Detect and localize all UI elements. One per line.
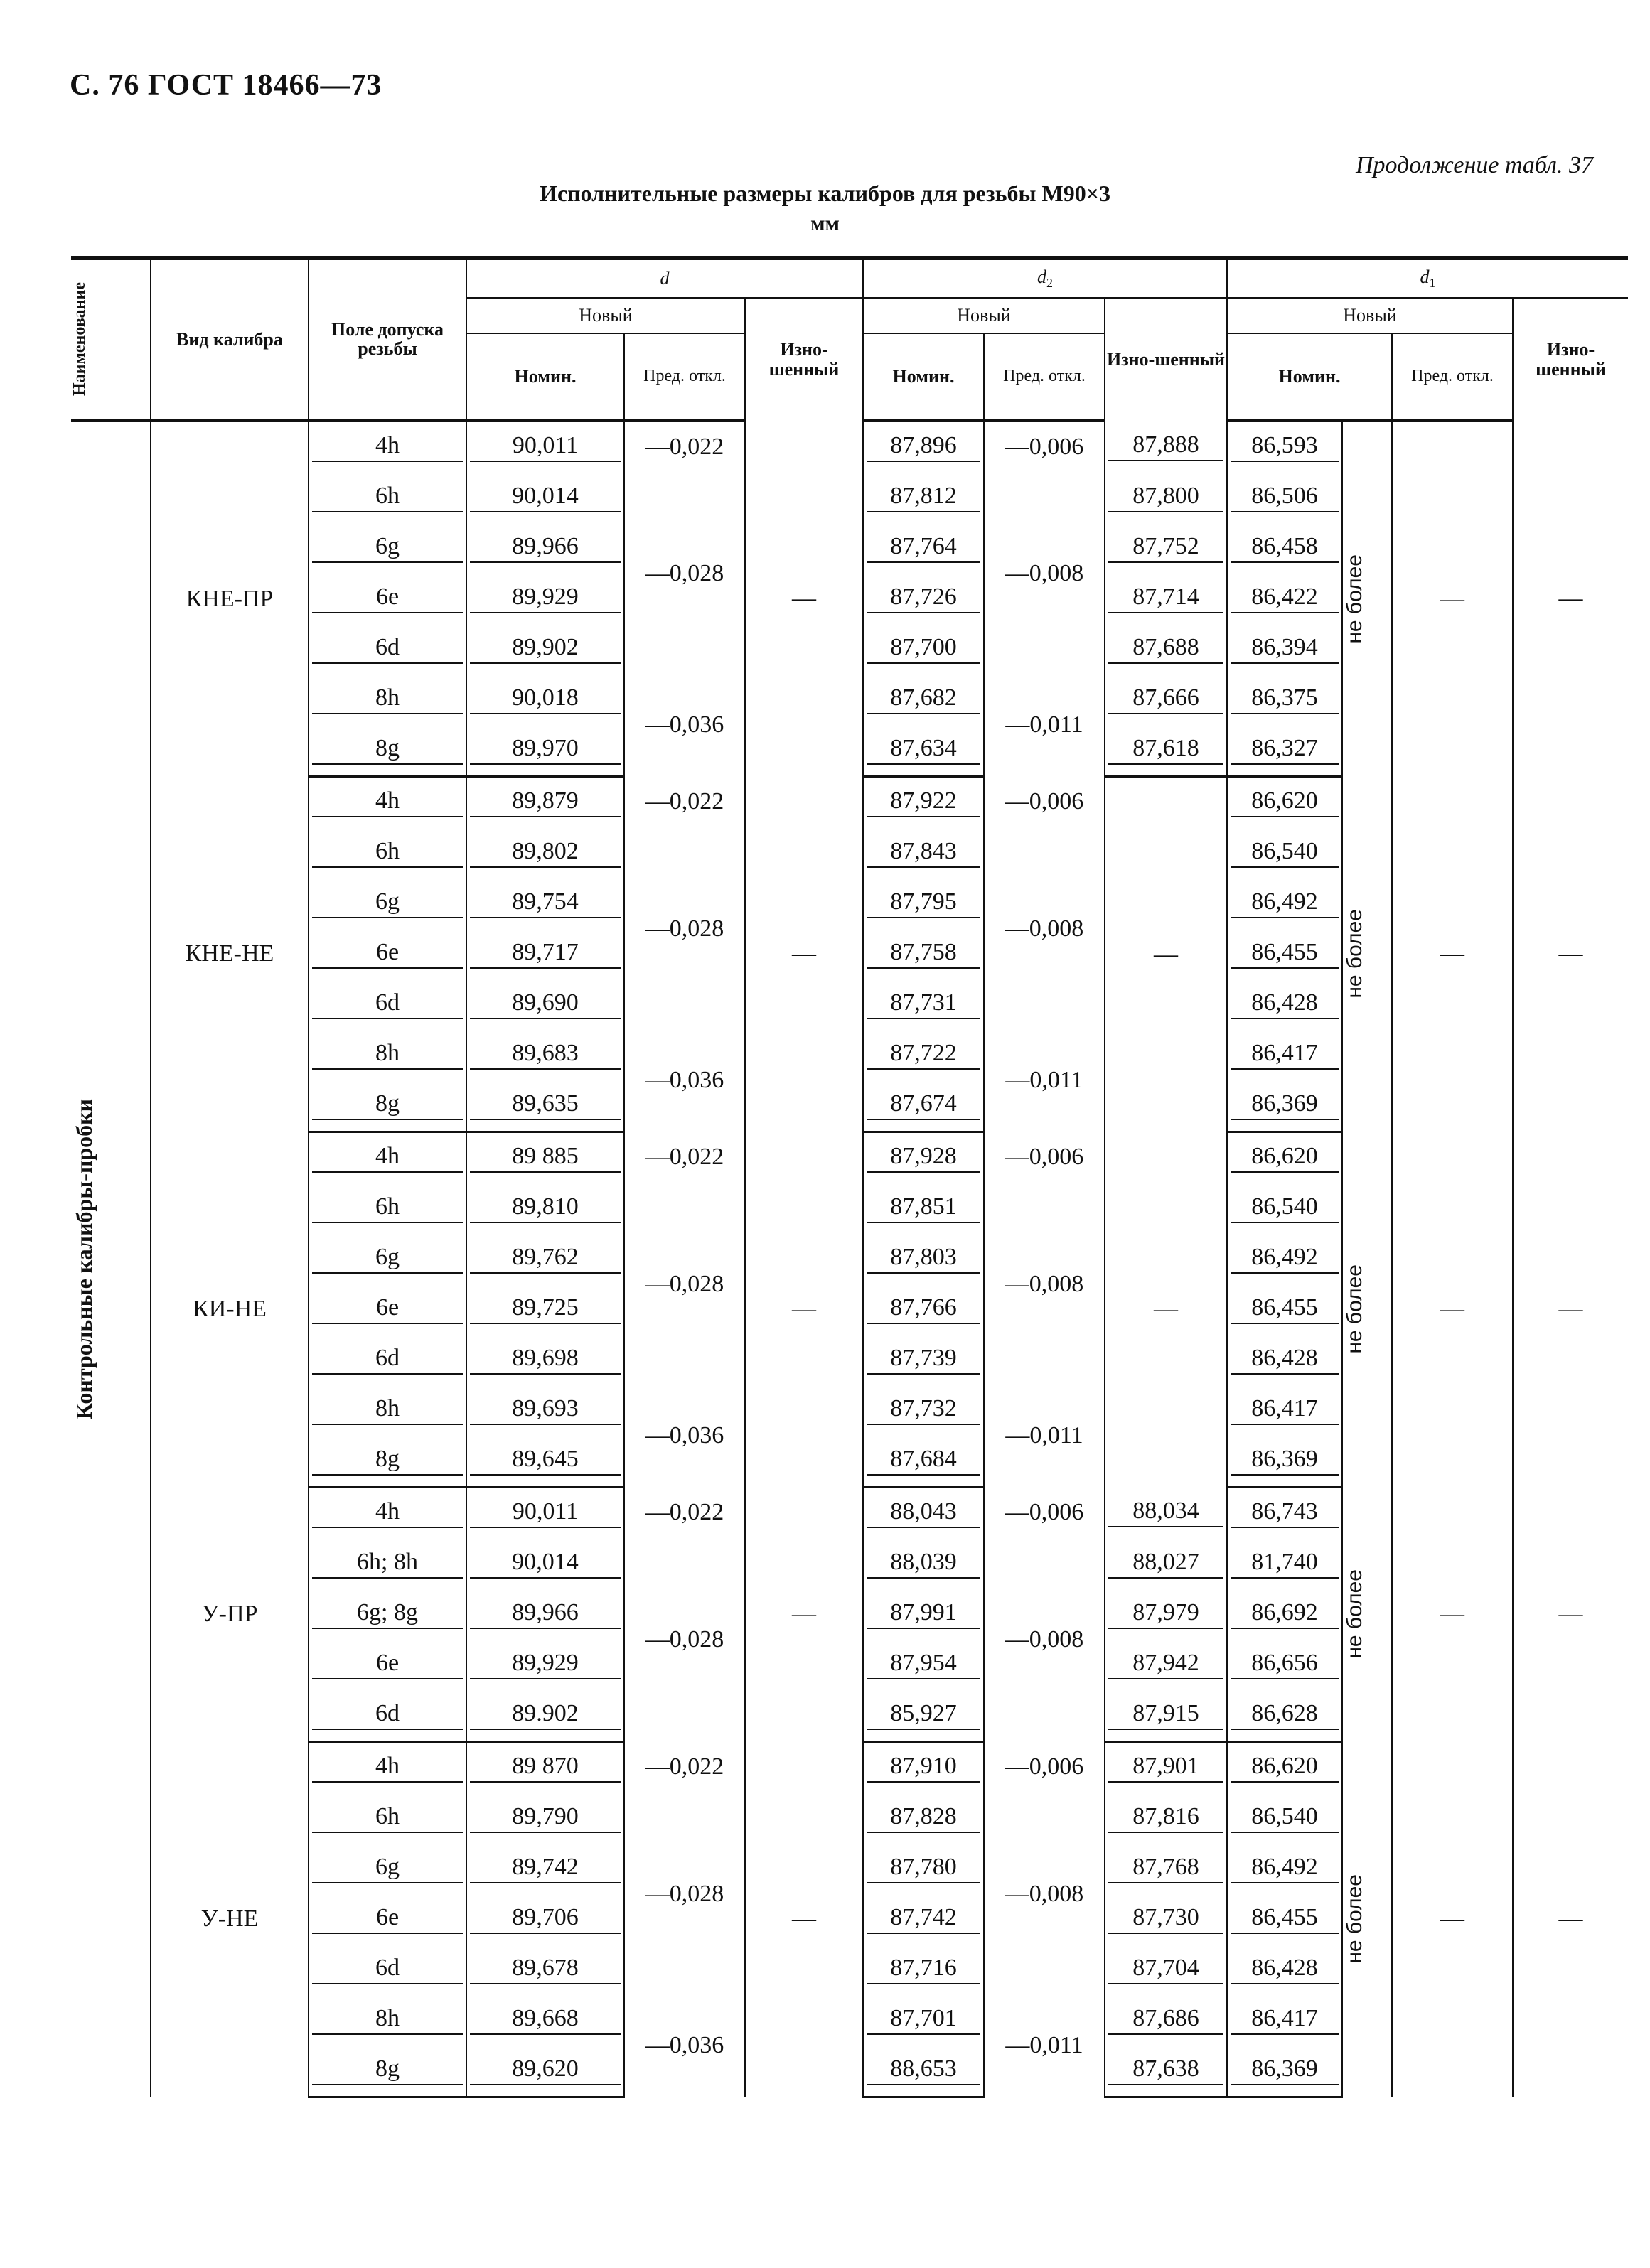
tolerance-field-cell: 4h	[309, 1132, 466, 1183]
d2-nominal-cell: 87,910	[863, 1741, 984, 1793]
d1-nominal-cell: 86,620	[1227, 1132, 1342, 1183]
d-nominal-cell: 89,635	[466, 1080, 624, 1132]
d2-deviation-cell: —0,011	[984, 675, 1105, 777]
d2-nominal-cell: 87,716	[863, 1945, 984, 1995]
d2-nominal-cell: 87,764	[863, 523, 984, 574]
d2-nominal-cell: 88,043	[863, 1487, 984, 1539]
tolerance-field-cell: 6h	[309, 1183, 466, 1234]
d1-worn-cell: —	[1513, 420, 1628, 776]
d-deviation-cell: —0,022	[624, 420, 745, 473]
d-nominal-cell: 89,802	[466, 828, 624, 878]
d-worn-cell: —	[745, 420, 863, 776]
d-nominal-cell: 89,645	[466, 1436, 624, 1488]
d-nominal-cell: 90,014	[466, 1539, 624, 1589]
d-deviation-cell: —0,036	[624, 675, 745, 777]
d1-nominal-cell: 86,656	[1227, 1640, 1342, 1690]
d2-nominal-cell: 87,954	[863, 1640, 984, 1690]
header-d2: $d_2$	[863, 258, 1227, 298]
tolerance-field-cell: 6e	[309, 1894, 466, 1945]
d-nominal-cell: 89,970	[466, 725, 624, 777]
header-gauge-type: Вид калибра	[151, 258, 309, 420]
d1-nominal-cell: 86,692	[1227, 1589, 1342, 1640]
d-deviation-cell: —0,022	[624, 1487, 745, 1539]
d1-deviation-cell: —	[1392, 1741, 1513, 2097]
d1-nominal-cell: 86,422	[1227, 574, 1342, 624]
header-d1-nominal: Номин.	[1227, 333, 1392, 420]
d1-nominal-cell: 86,394	[1227, 624, 1342, 675]
d2-worn-cell: —	[1105, 776, 1227, 1132]
d1-nominal-cell: 86,428	[1227, 979, 1342, 1030]
table-body	[71, 420, 1628, 2097]
d2-deviation-cell: —0,011	[984, 1385, 1105, 1488]
tolerance-field-cell: 6h	[309, 828, 466, 878]
d2-nominal-cell: 87,812	[863, 473, 984, 523]
tolerance-field-cell: 6g	[309, 1844, 466, 1894]
d2-deviation-cell: —0,008	[984, 473, 1105, 675]
d1-worn-cell: —	[1513, 776, 1628, 1132]
tolerance-field-cell: 6e	[309, 1640, 466, 1690]
table-continuation-label: Продолжение табл. 37	[1355, 152, 1593, 178]
d2-nominal-cell: 88,039	[863, 1539, 984, 1589]
d-nominal-cell: 89.902	[466, 1690, 624, 1742]
table-unit: мм	[810, 212, 840, 235]
d2-nominal-cell: 87,803	[863, 1234, 984, 1284]
d-nominal-cell: 89,966	[466, 1589, 624, 1640]
gauge-type-cell: КНЕ-НЕ	[151, 776, 309, 1132]
table-header	[71, 258, 1628, 420]
header-d-nominal: Номин.	[466, 333, 624, 420]
d2-worn-cell: 87,686	[1105, 1995, 1227, 2046]
d2-worn-cell: 87,730	[1105, 1894, 1227, 1945]
d-worn-cell: —	[745, 776, 863, 1132]
d1-nominal-cell: 86,375	[1227, 675, 1342, 725]
tolerance-field-cell: 6d	[309, 1945, 466, 1995]
d-nominal-cell: 89 885	[466, 1132, 624, 1183]
tolerance-field-cell: 8g	[309, 1436, 466, 1488]
table-row	[71, 1132, 1628, 1183]
tolerance-field-cell: 6h; 8h	[309, 1539, 466, 1589]
d1-deviation-cell: —	[1392, 420, 1513, 776]
d-deviation-cell: —0,036	[624, 1995, 745, 2097]
tolerance-field-cell: 6d	[309, 624, 466, 675]
tolerance-field-cell: 6d	[309, 979, 466, 1030]
d-deviation-cell: —0,022	[624, 1132, 745, 1183]
d-nominal-cell: 89,725	[466, 1284, 624, 1335]
d-nominal-cell: 89,762	[466, 1234, 624, 1284]
d1-nominal-cell: 86,620	[1227, 1741, 1342, 1793]
tolerance-field-cell: 4h	[309, 1741, 466, 1793]
table-row	[71, 776, 1628, 828]
d2-deviation-cell: —0,011	[984, 1030, 1105, 1132]
d1-worn-cell: —	[1513, 1741, 1628, 2097]
d-deviation-cell: —0,028	[624, 1793, 745, 1995]
d2-nominal-cell: 85,927	[863, 1690, 984, 1742]
gauge-type-cell: КИ-НЕ	[151, 1132, 309, 1487]
d1-nominal-cell: 86,327	[1227, 725, 1342, 777]
d2-nominal-cell: 87,843	[863, 828, 984, 878]
gauge-type-cell: КНЕ-ПР	[151, 420, 309, 776]
d-deviation-cell: —0,022	[624, 1741, 745, 1793]
d2-worn-cell: 87,638	[1105, 2046, 1227, 2097]
d-nominal-cell: 89 870	[466, 1741, 624, 1793]
page-header: С. 76 ГОСТ 18466—73	[70, 69, 382, 102]
header-d: d	[466, 258, 863, 298]
table-row	[71, 420, 1628, 473]
d-nominal-cell: 89,902	[466, 624, 624, 675]
table-title: Исполнительные размеры калибров для резьбы М90×3	[540, 181, 1110, 206]
d2-deviation-cell: —0,011	[984, 1995, 1105, 2097]
header-name: Наименование	[71, 258, 151, 420]
d1-nominal-cell: 86,455	[1227, 1894, 1342, 1945]
not-more-than-label: не более	[1343, 1569, 1366, 1659]
d1-nominal-cell: 86,506	[1227, 473, 1342, 523]
tolerance-field-cell: 6g	[309, 523, 466, 574]
d1-nominal-cell: 86,628	[1227, 1690, 1342, 1742]
d2-deviation-cell: —0,006	[984, 1487, 1105, 1539]
d2-nominal-cell: 87,991	[863, 1589, 984, 1640]
header-d1: $d_1$	[1227, 258, 1628, 298]
d-nominal-cell: 89,754	[466, 878, 624, 929]
header-d2-worn: Изно-шенный	[1105, 298, 1227, 420]
d1-nominal-cell: 86,492	[1227, 1844, 1342, 1894]
d2-worn-cell: 87,768	[1105, 1844, 1227, 1894]
d-deviation-cell: —0,028	[624, 1539, 745, 1742]
not-more-than-label: не более	[1343, 1264, 1366, 1354]
tolerance-field-cell: 8h	[309, 1030, 466, 1080]
d1-nominal-cell: 86,369	[1227, 1436, 1342, 1488]
d2-worn-cell: 87,979	[1105, 1589, 1227, 1640]
d1-nominal-cell: 81,740	[1227, 1539, 1342, 1589]
tolerance-field-cell: 8h	[309, 675, 466, 725]
tolerance-field-cell: 6h	[309, 473, 466, 523]
header-d-deviation: Пред. откл.	[624, 333, 745, 420]
d-nominal-cell: 89,683	[466, 1030, 624, 1080]
d-nominal-cell: 89,698	[466, 1335, 624, 1385]
d1-nominal-cell: 86,417	[1227, 1995, 1342, 2046]
d1-nominal-cell: 86,428	[1227, 1945, 1342, 1995]
d2-worn-cell: 88,034	[1105, 1487, 1227, 1539]
d-worn-cell: —	[745, 1741, 863, 2097]
gauge-dimensions-table	[71, 256, 1628, 2098]
header-d1-worn: Изно-шенный	[1513, 298, 1628, 420]
d1-nominal-cell: 86,492	[1227, 878, 1342, 929]
d2-nominal-cell: 87,701	[863, 1995, 984, 2046]
d-nominal-cell: 89,929	[466, 1640, 624, 1690]
d2-nominal-cell: 87,922	[863, 776, 984, 828]
d2-nominal-cell: 87,674	[863, 1080, 984, 1132]
d2-nominal-cell: 87,700	[863, 624, 984, 675]
d2-worn-cell: —	[1105, 1132, 1227, 1487]
gauge-type-cell: У-НЕ	[151, 1741, 309, 2097]
d2-nominal-cell: 87,780	[863, 1844, 984, 1894]
d1-nominal-cell: 86,455	[1227, 929, 1342, 979]
tolerance-field-cell: 6g	[309, 1234, 466, 1284]
tolerance-field-cell: 4h	[309, 776, 466, 828]
header-d1-new: Новый	[1227, 298, 1513, 333]
d1-nominal-cell: 86,540	[1227, 828, 1342, 878]
d1-nominal-cell: 86,417	[1227, 1030, 1342, 1080]
d2-deviation-cell: —0,008	[984, 1183, 1105, 1385]
d2-nominal-cell: 87,634	[863, 725, 984, 777]
d2-nominal-cell: 87,722	[863, 1030, 984, 1080]
d1-nominal-cell: 86,458	[1227, 523, 1342, 574]
d1-nominal-cell: 86,455	[1227, 1284, 1342, 1335]
d-nominal-cell: 89,668	[466, 1995, 624, 2046]
d2-worn-cell: 87,618	[1105, 725, 1227, 777]
d-worn-cell: —	[745, 1132, 863, 1487]
d1-nominal-cell: 86,417	[1227, 1385, 1342, 1436]
d1-nominal-cell: 86,369	[1227, 1080, 1342, 1132]
d2-nominal-cell: 87,766	[863, 1284, 984, 1335]
d-deviation-cell: —0,028	[624, 473, 745, 675]
not-more-than-cell	[1342, 1487, 1392, 1741]
tolerance-field-cell: 8g	[309, 2046, 466, 2097]
d-nominal-cell: 89,742	[466, 1844, 624, 1894]
header-tolerance-field: Поле допуска резьбы	[309, 258, 466, 420]
d2-deviation-cell: —0,006	[984, 1741, 1105, 1793]
d2-nominal-cell: 87,928	[863, 1132, 984, 1183]
d2-worn-cell: 87,816	[1105, 1793, 1227, 1844]
d2-deviation-cell: —0,006	[984, 1132, 1105, 1183]
tolerance-field-cell: 6g; 8g	[309, 1589, 466, 1640]
d-nominal-cell: 90,011	[466, 1487, 624, 1539]
d-nominal-cell: 89,929	[466, 574, 624, 624]
tolerance-field-cell: 8h	[309, 1385, 466, 1436]
side-label-cell	[71, 420, 151, 2097]
d-deviation-cell: —0,028	[624, 828, 745, 1030]
d1-worn-cell: —	[1513, 1487, 1628, 1741]
tolerance-field-cell: 6d	[309, 1690, 466, 1742]
gauge-type-cell: У-ПР	[151, 1487, 309, 1741]
header-d2-nominal: Номин.	[863, 333, 984, 420]
d2-nominal-cell: 87,758	[863, 929, 984, 979]
d1-nominal-cell: 86,369	[1227, 2046, 1342, 2097]
d2-nominal-cell: 87,828	[863, 1793, 984, 1844]
tolerance-field-cell: 6e	[309, 929, 466, 979]
d2-nominal-cell: 88,653	[863, 2046, 984, 2097]
header-d2-new: Новый	[863, 298, 1105, 333]
table-row	[71, 1741, 1628, 1793]
d2-worn-cell: 87,942	[1105, 1640, 1227, 1690]
d2-deviation-cell: —0,008	[984, 1793, 1105, 1995]
d-nominal-cell: 89,706	[466, 1894, 624, 1945]
d2-worn-cell: 87,688	[1105, 624, 1227, 675]
d2-nominal-cell: 87,742	[863, 1894, 984, 1945]
side-label: Контрольные калибры-пробки	[71, 1099, 97, 1420]
d2-nominal-cell: 87,726	[863, 574, 984, 624]
not-more-than-label: не более	[1343, 1874, 1366, 1964]
d2-nominal-cell: 87,795	[863, 878, 984, 929]
d1-worn-cell: —	[1513, 1132, 1628, 1487]
tolerance-field-cell: 6h	[309, 1793, 466, 1844]
d1-nominal-cell: 86,540	[1227, 1793, 1342, 1844]
d2-worn-cell: 87,888	[1105, 420, 1227, 473]
d-nominal-cell: 89,810	[466, 1183, 624, 1234]
d1-nominal-cell: 86,620	[1227, 776, 1342, 828]
tolerance-field-cell: 8g	[309, 1080, 466, 1132]
d-nominal-cell: 89,966	[466, 523, 624, 574]
d-nominal-cell: 89,690	[466, 979, 624, 1030]
d-deviation-cell: —0,036	[624, 1385, 745, 1488]
d2-nominal-cell: 87,732	[863, 1385, 984, 1436]
d-nominal-cell: 89,790	[466, 1793, 624, 1844]
d-nominal-cell: 89,678	[466, 1945, 624, 1995]
header-d1-deviation: Пред. откл.	[1392, 333, 1513, 420]
d2-worn-cell: 87,915	[1105, 1690, 1227, 1742]
not-more-than-label: не более	[1343, 909, 1366, 999]
d-nominal-cell: 89,620	[466, 2046, 624, 2097]
tolerance-field-cell: 6d	[309, 1335, 466, 1385]
d1-deviation-cell: —	[1392, 1132, 1513, 1487]
d2-nominal-cell: 87,739	[863, 1335, 984, 1385]
d-worn-cell: —	[745, 1487, 863, 1741]
not-more-than-cell	[1342, 1741, 1392, 2097]
d-nominal-cell: 90,018	[466, 675, 624, 725]
d2-deviation-cell: —0,006	[984, 776, 1105, 828]
d-deviation-cell: —0,022	[624, 776, 745, 828]
d2-deviation-cell: —0,008	[984, 828, 1105, 1030]
d1-deviation-cell: —	[1392, 1487, 1513, 1741]
d2-deviation-cell: —0,006	[984, 420, 1105, 473]
d-nominal-cell: 89,717	[466, 929, 624, 979]
not-more-than-cell	[1342, 776, 1392, 1132]
not-more-than-cell	[1342, 420, 1392, 776]
d2-worn-cell: 88,027	[1105, 1539, 1227, 1589]
d2-worn-cell: 87,800	[1105, 473, 1227, 523]
d-nominal-cell: 89,879	[466, 776, 624, 828]
tolerance-field-cell: 8g	[309, 725, 466, 777]
tolerance-field-cell: 4h	[309, 1487, 466, 1539]
not-more-than-cell	[1342, 1132, 1392, 1487]
d2-deviation-cell: —0,008	[984, 1539, 1105, 1742]
table-row	[71, 1487, 1628, 1539]
d2-worn-cell: 87,752	[1105, 523, 1227, 574]
d2-worn-cell: 87,901	[1105, 1741, 1227, 1793]
d-deviation-cell: —0,036	[624, 1030, 745, 1132]
d-nominal-cell: 90,011	[466, 420, 624, 473]
d2-worn-cell: 87,704	[1105, 1945, 1227, 1995]
tolerance-field-cell: 4h	[309, 420, 466, 473]
header-d2-deviation: Пред. откл.	[984, 333, 1105, 420]
d2-nominal-cell: 87,684	[863, 1436, 984, 1488]
d-nominal-cell: 89,693	[466, 1385, 624, 1436]
d1-nominal-cell: 86,743	[1227, 1487, 1342, 1539]
d2-nominal-cell: 87,682	[863, 675, 984, 725]
d2-worn-cell: 87,714	[1105, 574, 1227, 624]
d1-nominal-cell: 86,540	[1227, 1183, 1342, 1234]
d2-worn-cell: 87,666	[1105, 675, 1227, 725]
d2-nominal-cell: 87,731	[863, 979, 984, 1030]
header-d-new: Новый	[466, 298, 745, 333]
not-more-than-label: не более	[1343, 554, 1366, 644]
d-nominal-cell: 90,014	[466, 473, 624, 523]
tolerance-field-cell: 6e	[309, 574, 466, 624]
d1-nominal-cell: 86,428	[1227, 1335, 1342, 1385]
header-d-worn: Изно-шенный	[745, 298, 863, 420]
d1-deviation-cell: —	[1392, 776, 1513, 1132]
d2-nominal-cell: 87,896	[863, 420, 984, 473]
tolerance-field-cell: 8h	[309, 1995, 466, 2046]
d-deviation-cell: —0,028	[624, 1183, 745, 1385]
d1-nominal-cell: 86,492	[1227, 1234, 1342, 1284]
d2-nominal-cell: 87,851	[863, 1183, 984, 1234]
d1-nominal-cell: 86,593	[1227, 420, 1342, 473]
tolerance-field-cell: 6e	[309, 1284, 466, 1335]
tolerance-field-cell: 6g	[309, 878, 466, 929]
